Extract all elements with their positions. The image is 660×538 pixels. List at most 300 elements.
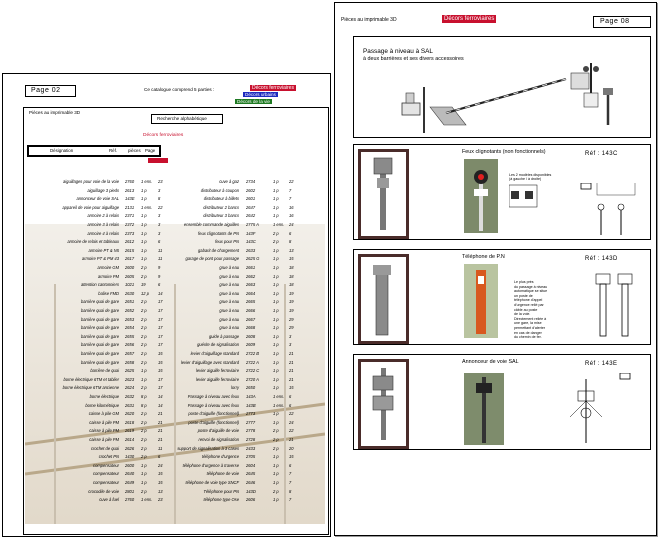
item-pieces: 2 p	[273, 445, 279, 451]
index-row[interactable]	[24, 255, 328, 262]
item-pieces: 1 p	[273, 290, 279, 296]
annonceur-photo	[464, 373, 504, 445]
item-ref: 2661	[246, 265, 256, 270]
item-ref: 2650	[246, 385, 256, 391]
item-name: levier d'aiguillage avec standard	[180, 359, 239, 365]
item-name: armoire 3 à relais	[87, 222, 119, 227]
product-title: Téléphone de P.N	[462, 254, 505, 260]
item-ref: 2655	[125, 333, 135, 339]
item-page: 7	[289, 187, 292, 193]
index-row[interactable]	[24, 247, 328, 254]
item-pieces: 1 p	[141, 187, 147, 193]
item-pieces: 2 p	[141, 437, 147, 442]
item-name: guide à passage	[208, 333, 239, 339]
item-page: 18	[289, 265, 294, 270]
item-ref: 2646	[246, 480, 256, 485]
search-box[interactable]	[151, 114, 223, 124]
item-page: 14	[158, 394, 163, 399]
item-ref: 2801	[125, 488, 135, 494]
feux-diagrams	[509, 183, 639, 235]
hero-title: Passage à niveau à SAL	[363, 48, 433, 55]
index-row[interactable]	[24, 298, 328, 305]
item-ref: 2642	[246, 213, 256, 219]
item-name: téléphone de voie type SNCF	[185, 480, 239, 485]
index-row[interactable]	[24, 281, 328, 288]
item-pieces: 2 p	[141, 273, 147, 279]
item-pieces: 1 p	[273, 325, 279, 331]
item-page: 14	[158, 290, 163, 296]
item-ref: 2656	[125, 342, 135, 348]
item-pieces: 1 p	[273, 265, 279, 270]
item-ref: 2658	[125, 359, 135, 365]
item-ref: 2631	[125, 402, 135, 408]
item-pieces: 1 p	[141, 480, 147, 485]
item-page: 8	[289, 239, 292, 245]
item-pieces: 1 p	[141, 213, 147, 219]
item-ref: 2773	[246, 411, 256, 417]
index-row[interactable]	[24, 488, 328, 495]
item-ref: 2601	[246, 196, 256, 202]
item-page: 3	[158, 230, 161, 236]
item-name: téléphone d'urgence à traverse	[182, 462, 239, 468]
item-page: 15	[289, 454, 294, 460]
item-name: distributeur à coupon	[200, 187, 239, 193]
catalog-note: Ce catalogue comprend 5 parties :	[144, 87, 215, 92]
item-page: 21	[158, 428, 163, 434]
product-ref: Réf : 143D	[585, 256, 618, 262]
phone-post-image	[361, 257, 406, 341]
variant-note: Les 2 modèles disponibles	[509, 173, 552, 177]
item-pieces: 1 p	[141, 462, 147, 468]
product-card-annonceur	[353, 354, 651, 450]
item-ref: 2626	[125, 445, 135, 451]
item-pieces: 1 p	[273, 376, 279, 382]
item-pieces: 2 p	[141, 454, 147, 460]
item-ref: 2619	[125, 428, 135, 434]
item-name: attention cantonniers	[80, 282, 119, 288]
item-page: 21	[158, 411, 163, 417]
product-title: Feux clignotants (non fonctionnels)	[462, 149, 546, 155]
index-row[interactable]	[24, 195, 328, 202]
item-ref: 2608	[246, 333, 256, 339]
index-row[interactable]	[24, 324, 328, 331]
item-page: 18	[289, 273, 294, 279]
item-page: 23	[158, 497, 163, 503]
index-row[interactable]	[24, 367, 328, 374]
index-row[interactable]	[24, 187, 328, 194]
item-name: caisse à pile PM	[89, 419, 119, 425]
item-name: barrière quai de gare	[80, 299, 119, 305]
item-ref: 143A	[246, 394, 256, 399]
index-row[interactable]	[24, 470, 328, 477]
item-page: 17	[158, 376, 163, 382]
item-pieces: 1 p	[141, 196, 147, 202]
item-page: 15	[289, 256, 294, 262]
item-page: 6	[158, 282, 161, 288]
item-name: armoire de relais et tableaux	[67, 239, 119, 245]
item-name: barrière quai de gare	[80, 351, 119, 356]
item-pieces: 1 p	[273, 454, 279, 460]
item-pieces: 1 ens.	[273, 402, 285, 408]
item-page: 21	[289, 376, 294, 382]
index-row[interactable]	[24, 341, 328, 348]
item-pieces: 2 p	[273, 239, 279, 245]
item-page: 3	[158, 222, 161, 227]
col-designation: Désignation	[50, 148, 74, 153]
column-header	[27, 145, 161, 157]
item-name: caisse à pile GM	[88, 411, 119, 417]
item-ref: 2760	[125, 497, 135, 503]
item-pieces: 1 p	[273, 385, 279, 391]
item-page: 22	[289, 411, 294, 417]
index-row[interactable]	[24, 178, 328, 185]
item-ref: 2668	[246, 325, 256, 331]
item-name: poste d'aiguille (fonctionnel)	[188, 411, 239, 417]
item-ref: 2605	[125, 273, 135, 279]
item-ref: 2606	[246, 497, 256, 503]
item-page: 3	[289, 333, 292, 339]
item-name: compensateur	[93, 480, 119, 485]
item-pieces: 1 p	[273, 273, 279, 279]
level-crossing-illustration	[396, 63, 646, 135]
item-pieces: 1 p	[273, 342, 279, 348]
item-page: 8	[289, 488, 292, 494]
page-number: Page 08	[600, 18, 630, 25]
item-page: 17	[158, 342, 163, 348]
item-pieces: 1 p	[141, 256, 147, 262]
item-name: distributeur 3 bancs	[203, 213, 239, 219]
item-page: 15	[158, 359, 163, 365]
item-name: lorry	[231, 385, 239, 391]
item-ref: 143D	[246, 488, 256, 494]
index-row[interactable]	[24, 230, 328, 237]
item-name: aiguillages pour voie de la voie	[63, 179, 119, 184]
item-pieces: 2 p	[141, 342, 147, 348]
desc-line: du chemin de fer.	[514, 335, 542, 340]
item-name: Passage à niveau avec feux	[187, 402, 239, 408]
desc-line: de la voie.	[514, 312, 531, 317]
item-ref: 2653	[125, 316, 135, 322]
item-name: armoire PT & PM 43	[81, 256, 119, 262]
item-page: 15	[289, 385, 294, 391]
item-page: 11	[158, 256, 163, 262]
item-pieces: 1 p	[273, 256, 279, 262]
index-row[interactable]	[24, 204, 328, 211]
hero-panel	[353, 36, 651, 138]
item-page: 6	[289, 394, 292, 399]
index-row[interactable]	[24, 376, 328, 383]
item-page: 9	[158, 265, 161, 270]
item-name: aiguillage 3 pieds	[87, 187, 119, 193]
item-ref: 143E	[125, 196, 135, 202]
item-name: levier aiguille ferroviaire	[195, 376, 239, 382]
item-pieces: 2 p	[273, 230, 279, 236]
item-name: Téléphone pour PN	[203, 488, 239, 494]
item-pieces: 1 p	[273, 497, 279, 503]
index-row[interactable]	[24, 290, 328, 297]
item-name: gabarit de chargement	[198, 247, 239, 253]
product-title: Annonceur de voie SAL	[462, 359, 519, 365]
item-pieces: 19	[141, 282, 146, 288]
item-name: barrière de quai	[90, 368, 119, 374]
item-ref: 2131	[125, 204, 135, 210]
item-name: crochet de quai	[91, 445, 119, 451]
desc-line: du passage à niveau	[514, 284, 548, 289]
item-ref: 2760	[125, 179, 135, 184]
item-page: 23	[158, 179, 163, 184]
item-ref: 2777	[246, 419, 256, 425]
index-row[interactable]	[24, 307, 328, 314]
item-pieces: 1 p	[141, 376, 147, 382]
item-pieces: 1 p	[273, 316, 279, 322]
item-name: distributeur à billets	[203, 196, 239, 202]
item-name: appareil de voie pour aiguillage	[62, 204, 119, 210]
item-name: borne électrique 6TM et tablier	[63, 376, 119, 382]
item-page: 13	[289, 247, 294, 253]
item-ref: 2722 C	[246, 368, 260, 374]
item-ref: 2615	[125, 247, 135, 253]
item-ref: 143F	[246, 230, 256, 236]
desc-line: un poste de	[514, 293, 533, 298]
item-name: crochet PN	[98, 454, 119, 460]
item-page: 6	[289, 462, 292, 468]
item-name: caisse à pile PM	[89, 437, 119, 442]
desc-line: Directement reliée à	[514, 316, 547, 321]
item-ref: 2604	[246, 462, 256, 468]
item-name: caisse à pile PM	[89, 428, 119, 434]
item-name: garage de pont pour passage	[185, 256, 239, 262]
desc-line: une gare, la mise	[514, 321, 542, 326]
flashing-light-photo	[464, 159, 498, 233]
item-page: 3	[158, 213, 161, 219]
item-name: grue à eau	[219, 265, 239, 270]
page-number-box	[25, 85, 76, 97]
item-pieces: 1 p	[273, 351, 279, 356]
item-name: barrière quai de gare	[80, 308, 119, 313]
index-row[interactable]	[24, 410, 328, 417]
item-page: 19	[289, 290, 294, 296]
item-pieces: 2 p	[141, 265, 147, 270]
item-pieces: 2 p	[141, 411, 147, 417]
item-name: armoire 2 à relais	[87, 213, 119, 219]
item-ref: 2734	[246, 179, 256, 184]
item-name: grue à eau	[219, 308, 239, 313]
item-page: 6	[158, 239, 161, 245]
product-photo-frame	[358, 149, 409, 239]
item-name: grue à eau	[219, 273, 239, 279]
item-page: 9	[158, 273, 161, 279]
item-ref: 2720 A	[246, 376, 259, 382]
section-marker	[148, 158, 168, 163]
desc-line: d'urgence relié par	[514, 302, 544, 307]
item-pieces: 2 p	[141, 351, 147, 356]
legend-ferroviaires: Décors ferroviaires	[252, 85, 294, 91]
item-name: balise FMD	[98, 290, 119, 296]
item-pieces: 2 p	[273, 428, 279, 434]
index-row[interactable]	[24, 212, 328, 219]
item-ref: 2600	[125, 265, 135, 270]
item-name: compensateur	[93, 462, 119, 468]
item-ref: 1021	[125, 282, 135, 288]
phone-diagrams	[594, 268, 644, 340]
item-page: 15	[158, 368, 163, 374]
item-pieces: 2 p	[141, 428, 147, 434]
item-name: Passage à niveau avec feux	[187, 394, 239, 399]
index-row[interactable]	[24, 496, 328, 503]
item-page: 14	[158, 402, 163, 408]
item-ref: 2667	[246, 316, 256, 322]
item-pieces: 1 p	[273, 471, 279, 477]
item-ref: 2666	[246, 308, 256, 313]
item-page: 20	[289, 445, 294, 451]
item-pieces: 2 p	[141, 359, 147, 365]
item-page: 17	[158, 316, 163, 322]
index-row[interactable]	[24, 273, 328, 280]
item-ref: 2632	[125, 394, 135, 399]
item-page: 15	[158, 351, 163, 356]
legend-urbains: Décors urbains	[245, 92, 276, 97]
item-ref: 2722 B	[246, 351, 259, 356]
item-page: 7	[289, 497, 292, 503]
item-name: téléphone de voie	[206, 471, 239, 477]
item-ref: 2600	[125, 462, 135, 468]
annonceur-diagrams	[534, 373, 644, 445]
item-ref: 2620	[125, 411, 135, 417]
item-pieces: 1 p	[273, 196, 279, 202]
item-name: levier aiguille ferroviaire	[195, 368, 239, 374]
product-card-feux	[353, 144, 651, 240]
item-ref: 2372	[125, 222, 135, 227]
item-name: levier d'aiguillage standard	[190, 351, 239, 356]
index-row[interactable]	[24, 462, 328, 469]
item-page: 3	[158, 187, 161, 193]
annonceur-image	[361, 362, 406, 446]
index-row[interactable]	[24, 436, 328, 443]
signal-post-image	[361, 152, 406, 236]
item-ref: 2645	[246, 471, 256, 477]
item-name: grue à eau	[219, 316, 239, 322]
item-pieces: 1 p	[273, 247, 279, 253]
index-row[interactable]	[24, 384, 328, 391]
item-ref: 2612	[125, 239, 135, 245]
item-name: barrière quai de gare	[80, 325, 119, 331]
index-row[interactable]	[24, 445, 328, 452]
item-name: poste d'aiguille de voie	[197, 428, 239, 434]
desc-line: automatique se situe	[514, 289, 548, 294]
item-ref: 2778	[246, 428, 256, 434]
item-page: 22	[158, 204, 163, 210]
item-page: 21	[289, 368, 294, 374]
variant-note-2: (à gauche / à droite)	[509, 177, 542, 181]
item-ref: 2602	[246, 187, 256, 193]
item-name: renvoi de signalisation	[198, 437, 239, 442]
index-row[interactable]	[24, 359, 328, 366]
item-pieces: 1 ens.	[141, 204, 153, 210]
item-ref: 2614	[125, 437, 135, 442]
item-page: 8	[158, 196, 161, 202]
item-name: cuve à gaz	[219, 179, 239, 184]
desc-line: permettant d'alerter	[514, 325, 546, 330]
index-row[interactable]	[24, 316, 328, 323]
item-ref: 2705	[246, 454, 256, 460]
item-ref: 2609	[246, 342, 256, 348]
item-page: 29	[289, 316, 294, 322]
index-row[interactable]	[24, 238, 328, 245]
index-row[interactable]	[24, 393, 328, 400]
item-page: 11	[158, 445, 163, 451]
item-name: armoire PT & N5	[88, 247, 119, 253]
item-ref: 2651	[125, 299, 135, 305]
catalog-page-02	[2, 73, 331, 537]
item-ref: 2664	[246, 290, 256, 296]
index-tables	[24, 178, 328, 528]
item-pieces: 1 p	[273, 359, 279, 365]
item-pieces: 1 p	[273, 204, 279, 210]
item-pieces: 2 p	[141, 316, 147, 322]
item-pieces: 1 p	[141, 239, 147, 245]
col-page: Page	[145, 148, 156, 153]
index-row[interactable]	[24, 453, 328, 460]
item-name: ensemble commande aiguilles	[183, 222, 239, 227]
phone-description	[514, 280, 547, 340]
item-name: support de signalisation à 3 cases	[177, 445, 239, 451]
item-page: 15	[158, 480, 163, 485]
item-name: distributeur 2 bancs	[203, 204, 239, 210]
item-ref: 2662	[246, 273, 256, 279]
item-page: 19	[289, 308, 294, 313]
item-name: armoire 4 à relais	[87, 230, 119, 236]
item-ref: 2623	[125, 376, 135, 382]
item-ref: 2624	[125, 385, 135, 391]
item-pieces: 1 p	[273, 187, 279, 193]
item-page: 6	[289, 230, 292, 236]
item-ref: 1430	[125, 454, 135, 460]
item-ref: 2722 A	[246, 359, 259, 365]
item-ref: 2640	[125, 471, 135, 477]
item-page: 19	[289, 299, 294, 305]
index-row[interactable]	[24, 333, 328, 340]
item-page: 7	[289, 196, 292, 202]
index-row[interactable]	[24, 264, 328, 271]
index-row[interactable]	[24, 402, 328, 409]
item-pieces: 2 p	[141, 333, 147, 339]
item-page: 24	[158, 462, 163, 468]
index-row[interactable]	[24, 419, 328, 426]
desc-line: en cas de danger	[514, 330, 542, 335]
col-ref: Réf.	[109, 148, 118, 153]
catalog-page-08	[334, 2, 657, 536]
item-name: borne kilométrique	[85, 402, 119, 408]
item-page: 29	[289, 325, 294, 331]
item-pieces: 1 p	[273, 368, 279, 374]
item-pieces: 2 p	[273, 488, 279, 494]
item-page: 17	[158, 308, 163, 313]
index-row[interactable]	[24, 427, 328, 434]
item-page: 17	[158, 385, 163, 391]
item-pieces: 1 p	[273, 299, 279, 305]
item-page: 7	[289, 480, 292, 485]
item-pieces: 1 ens.	[273, 394, 285, 399]
item-ref: 2625	[125, 368, 135, 374]
index-row[interactable]	[24, 479, 328, 486]
product-ref: Réf : 143C	[585, 151, 618, 157]
index-panel	[23, 107, 329, 535]
index-row[interactable]	[24, 350, 328, 357]
index-row[interactable]	[24, 221, 328, 228]
header-badge: Décors ferroviaires	[444, 16, 495, 22]
item-pieces: 1 p	[273, 333, 279, 339]
product-ref: Réf : 143E	[585, 361, 618, 367]
